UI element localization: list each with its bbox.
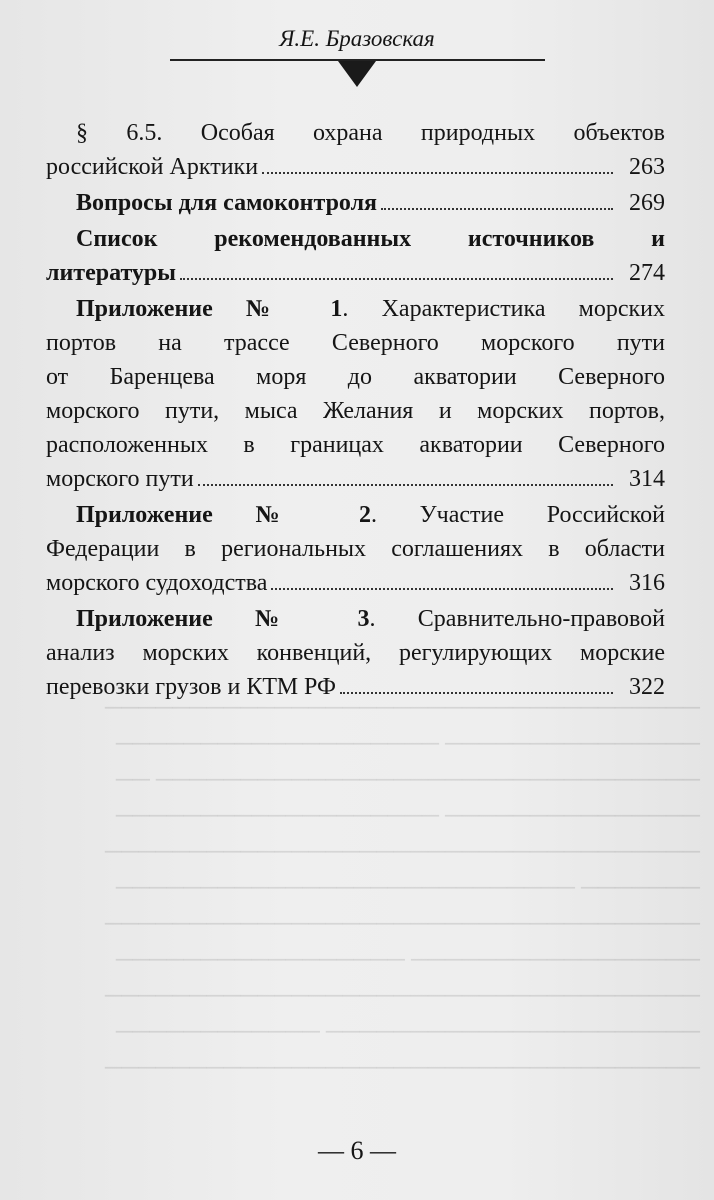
- author-name: Я.Е. Бразовская: [279, 26, 435, 51]
- toc-page-number: 263: [629, 154, 665, 180]
- toc-line-text: [76, 296, 665, 322]
- toc-line-text: [46, 150, 258, 184]
- leader-dots: [198, 483, 613, 486]
- toc-page-number: 274: [629, 260, 665, 286]
- toc-line: [46, 498, 665, 532]
- running-header: [0, 12, 714, 92]
- toc-line: [46, 292, 665, 326]
- leader-dots: [262, 171, 613, 174]
- toc-entry[interactable]: [46, 186, 665, 220]
- toc-line-text: [46, 462, 194, 496]
- toc-line: [46, 394, 665, 428]
- toc-entry[interactable]: [46, 292, 665, 496]
- toc-line-text: [76, 226, 665, 252]
- toc-line: [46, 256, 665, 290]
- bleed-through-texture: ─────────────────────────────────── ─────────────── ─────────────────── ──────────────────────────────── ── ─────────────── ─────────────────── ─────────────────────────────────── ─────── ─────────────────────────── ─────────────────────────────────── ───────────────── ───────────────── ─────────────────────────────────── ────────────────────── ──────────── ───────────────────────────────────: [104, 695, 700, 1081]
- toc-heading-bold: Список рекомендованных источников и: [76, 226, 665, 252]
- toc-heading-bold: Приложение № 3: [76, 606, 370, 632]
- toc-line: [46, 636, 665, 670]
- toc-entry[interactable]: [46, 116, 665, 184]
- toc-text: перевозки грузов и КТМ РФ: [46, 674, 336, 700]
- toc-text: § 6.5. Особая охрана природных объектов: [76, 120, 665, 146]
- toc-text: . Участие Российской: [370, 502, 665, 528]
- leader-dots: [180, 277, 613, 280]
- leader-dots: [271, 587, 613, 590]
- toc-line: [46, 602, 665, 636]
- leader-dots: [340, 691, 613, 694]
- toc-line-text: [46, 566, 267, 600]
- toc-text: . Сравнительно-правовой: [369, 606, 665, 632]
- toc-text: морского пути: [46, 466, 194, 492]
- toc-line: [46, 186, 665, 220]
- toc-heading-bold: Приложение № 1: [76, 296, 343, 322]
- toc-page-number: 316: [629, 570, 665, 596]
- table-of-contents: [46, 116, 665, 706]
- toc-entry[interactable]: [46, 602, 665, 704]
- toc-line-text: [46, 330, 665, 356]
- toc-line-text: [46, 398, 665, 424]
- toc-line: [46, 222, 665, 256]
- toc-line-text: [46, 536, 665, 562]
- toc-text: расположенных в границах акватории Северного: [46, 432, 665, 458]
- toc-line-text: [46, 432, 665, 458]
- toc-line: [46, 360, 665, 394]
- toc-text: . Характеристика морских: [342, 296, 665, 322]
- toc-text: от Баренцева моря до акватории Северного: [46, 364, 665, 390]
- toc-text: анализ морских конвенций, регулирующих морские: [46, 640, 665, 666]
- toc-text: портов на трассе Северного морского пути: [46, 330, 665, 356]
- toc-text: морского судоходства: [46, 570, 268, 596]
- toc-entry[interactable]: [46, 498, 665, 600]
- toc-line-text: [46, 364, 665, 390]
- toc-line: [46, 532, 665, 566]
- toc-line: [46, 462, 665, 496]
- toc-line: [46, 566, 665, 600]
- page-number: — 6 —: [318, 1136, 396, 1165]
- toc-line-text: [46, 670, 336, 704]
- leader-dots: [381, 207, 613, 210]
- toc-line-text: [76, 502, 665, 528]
- toc-page-number: 314: [629, 466, 665, 492]
- triangle-marker-icon: [338, 61, 376, 87]
- toc-heading-bold: Приложение № 2: [76, 502, 371, 528]
- toc-line-text: [46, 256, 176, 290]
- toc-line-text: [76, 606, 665, 632]
- toc-text: Федерации в региональных соглашениях в области: [46, 536, 665, 562]
- toc-line: [46, 116, 665, 150]
- toc-line-text: [46, 640, 665, 666]
- toc-entry[interactable]: [46, 222, 665, 290]
- toc-line: [46, 670, 665, 704]
- toc-line: [46, 428, 665, 462]
- toc-line: [46, 150, 665, 184]
- toc-text: морского пути, мыса Желания и морских портов,: [46, 398, 665, 424]
- toc-page-number: 269: [629, 190, 665, 216]
- toc-heading-bold: Вопросы для самоконтроля: [76, 190, 378, 216]
- toc-page-number: 322: [629, 674, 665, 700]
- toc-line-text: [76, 120, 665, 146]
- toc-line-text: [76, 186, 377, 220]
- toc-text: российской Арктики: [46, 154, 259, 180]
- toc-heading-bold: литературы: [46, 260, 177, 286]
- toc-line: [46, 326, 665, 360]
